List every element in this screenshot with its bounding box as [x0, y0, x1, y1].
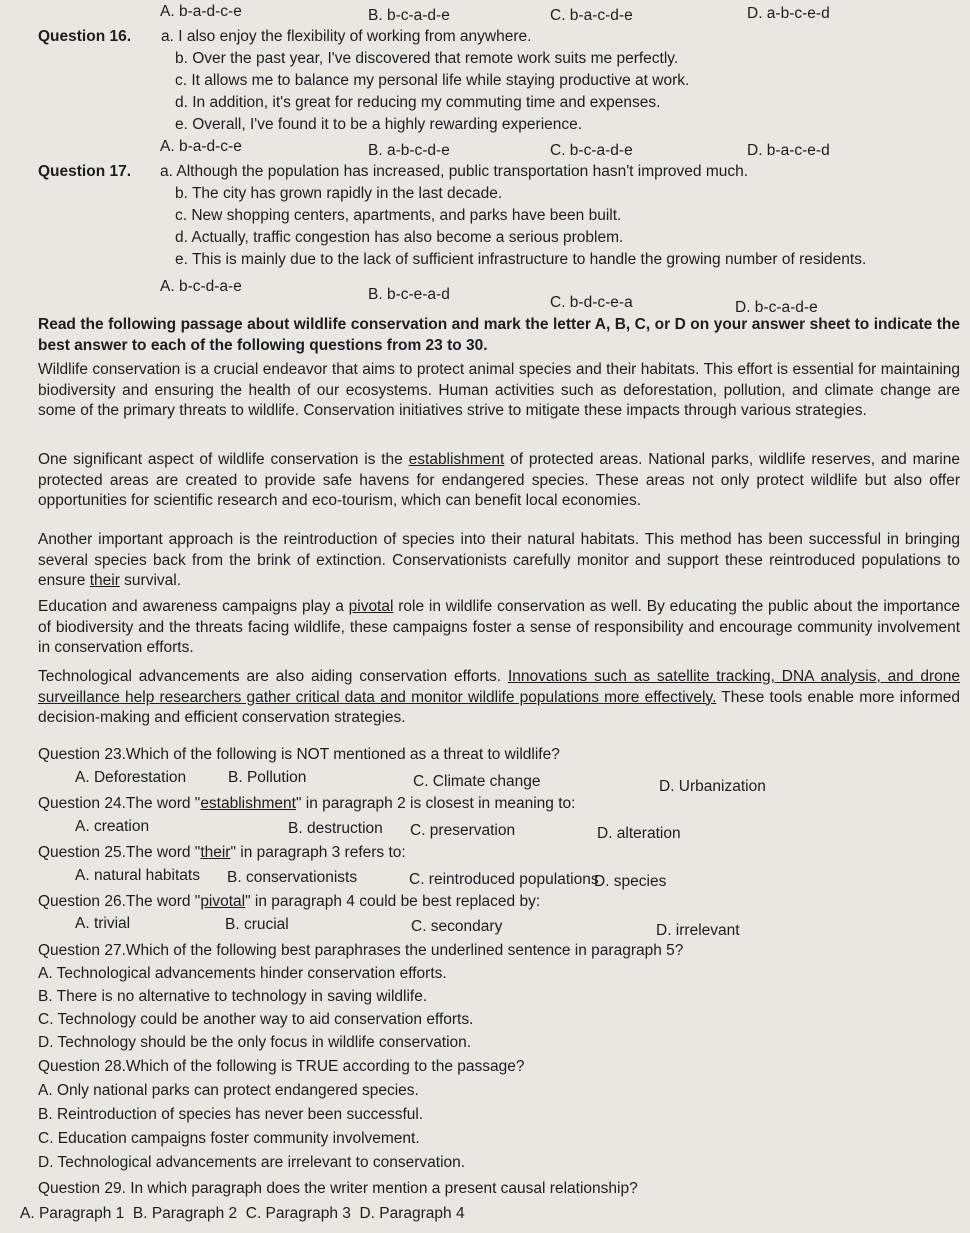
q28-option-c: C. Education campaigns foster community involvement.: [38, 1130, 420, 1147]
q23-option-c: C. Climate change: [413, 773, 541, 790]
q23-option-a: A. Deforestation: [75, 769, 187, 786]
q16-option-c: C. b-c-a-d-e: [550, 142, 633, 159]
q17-line-a: a. Although the population has increased, public transportation hasn't improved much.: [160, 163, 749, 180]
prev-option-c: C. b-a-c-d-e: [550, 7, 633, 24]
q25-underlined-word: their: [200, 844, 231, 861]
q24-option-c: C. preservation: [410, 822, 516, 839]
q26-option-c: C. secondary: [411, 918, 503, 935]
p4-text-before: Education and awareness campaigns play a: [38, 598, 349, 615]
q16-line-a: a. I also enjoy the flexibility of working from anywhere.: [161, 28, 532, 45]
q24-option-a: A. creation: [75, 818, 150, 835]
p3-underlined-word: their: [89, 572, 120, 589]
q26-text-before: Question 26.The word ": [38, 893, 201, 910]
q28-question: Question 28.Which of the following is TRUE according to the passage?: [38, 1058, 525, 1075]
q24-question: [38, 794, 575, 813]
q25-option-d: D. species: [594, 873, 667, 890]
p4-text-after: role in wildlife conservation as well. By educating the public about the importance of biodiversity and the threats facing wildlife, these campaigns foster a sense of responsibility and encourage community involvement in conservation efforts.: [38, 598, 960, 656]
q23-option-d: D. Urbanization: [659, 778, 766, 795]
q27-option-d: D. Technology should be the only focus in wildlife conservation.: [38, 1034, 472, 1051]
q16-line-e: e. Overall, I've found it to be a highly rewarding experience.: [175, 116, 583, 133]
p2-text-before: One significant aspect of wildlife conservation is the: [38, 451, 409, 468]
passage-paragraph-2: [38, 450, 960, 512]
q25-option-c: C. reintroduced populations: [409, 871, 599, 888]
p2-underlined-word: establishment: [408, 451, 505, 468]
q17-line-d: d. Actually, traffic congestion has also become a serious problem.: [175, 229, 624, 246]
q24-text-before: Question 24.The word ": [38, 795, 201, 812]
p4-underlined-word: pivotal: [348, 598, 394, 615]
q26-option-d: D. irrelevant: [656, 922, 740, 939]
q27-option-b: B. There is no alternative to technology in saving wildlife.: [38, 988, 428, 1005]
p3-text-before: Another important approach is the reintroduction of species into their natural habitats. This method has been successful in bringing several species back from the brink of extinction. Conservationists carefully monitor and support these reintroduced populations to ensure: [38, 531, 960, 589]
q28-option-a: A. Only national parks can protect endangered species.: [38, 1082, 419, 1099]
q25-text-after: " in paragraph 3 refers to:: [230, 844, 406, 861]
q26-question: [38, 892, 540, 911]
p3-text-after: survival.: [119, 572, 182, 589]
p5-underlined-sentence: Innovations such as satellite tracking, DNA analysis, and drone surveillance help researchers gather critical data and monitor wildlife populations more effectively.: [38, 668, 960, 706]
passage-paragraph-4: [38, 597, 960, 659]
q16-label: Question 16.: [38, 28, 132, 45]
q17-line-c: c. New shopping centers, apartments, and parks have been built.: [175, 207, 622, 224]
q28-option-b: B. Reintroduction of species has never been successful.: [38, 1106, 424, 1123]
reading-instruction: Read the following passage about wildlife conservation and mark the letter A, B, C, or D on your answer sheet to indicate the best answer to each of the following questions from 23 to 30.: [38, 316, 960, 354]
q17-option-d: D. b-c-a-d-e: [735, 299, 818, 316]
q17-option-a: A. b-c-d-a-e: [160, 278, 242, 295]
q25-question: [38, 843, 406, 862]
prev-option-d: D. a-b-c-e-d: [747, 5, 830, 22]
passage-paragraph-3: [38, 530, 960, 592]
q16-option-d: D. b-a-c-e-d: [747, 142, 830, 159]
q26-underlined-word: pivotal: [200, 893, 246, 910]
prev-option-a: A. b-a-d-c-e: [160, 3, 242, 20]
q17-option-c: C. b-d-c-e-a: [550, 294, 633, 311]
q25-text-before: Question 25.The word ": [38, 844, 201, 861]
q25-option-a: A. natural habitats: [75, 867, 200, 884]
passage-paragraph-5: [38, 667, 960, 729]
q25-option-b: B. conservationists: [227, 869, 358, 886]
q29-question: Question 29. In which paragraph does the writer mention a present causal relationship?: [38, 1180, 638, 1197]
q24-option-d: D. alteration: [597, 825, 681, 842]
q17-label: Question 17.: [38, 163, 132, 180]
q23-option-b: B. Pollution: [228, 769, 307, 786]
q27-question: Question 27.Which of the following best paraphrases the underlined sentence in paragraph 5?: [38, 942, 684, 959]
q24-underlined-word: establishment: [200, 795, 296, 812]
q29-options: A. Paragraph 1 B. Paragraph 2 C. Paragraph 3 D. Paragraph 4: [20, 1205, 465, 1222]
q16-option-a: A. b-a-d-c-e: [160, 138, 242, 155]
q26-text-after: " in paragraph 4 could be best replaced by:: [245, 893, 541, 910]
q16-line-d: d. In addition, it's great for reducing my commuting time and expenses.: [175, 94, 661, 111]
q17-option-b: B. b-c-e-a-d: [368, 286, 450, 303]
passage-paragraph-1: Wildlife conservation is a crucial endeavor that aims to protect animal species and their habitats. This effort is essential for maintaining biodiversity and ensuring the health of our ecosystems. Human activities such as deforestation, pollution, and climate change are some of the primary threats to wildlife. Conservation initiatives strive to mitigate these impacts through various strategies.: [38, 361, 960, 419]
p2-text-after: of protected areas. National parks, wildlife reserves, and marine protected areas are created to provide safe havens for endangered species. These areas not only protect wildlife but also offer opportunities for scientific research and eco-tourism, which can benefit local economies.: [38, 451, 960, 509]
q26-option-a: A. trivial: [75, 915, 131, 932]
prev-option-b: B. b-c-a-d-e: [368, 7, 450, 24]
q28-option-d: D. Technological advancements are irrelevant to conservation.: [38, 1154, 466, 1171]
q23-question: Question 23.Which of the following is NOT mentioned as a threat to wildlife?: [38, 746, 560, 763]
q26-option-b: B. crucial: [225, 916, 289, 933]
q27-option-c: C. Technology could be another way to aid conservation efforts.: [38, 1011, 474, 1028]
q24-text-after: " in paragraph 2 is closest in meaning to:: [295, 795, 576, 812]
q16-line-c: c. It allows me to balance my personal life while staying productive at work.: [175, 72, 690, 89]
q16-option-b: B. a-b-c-d-e: [368, 142, 450, 159]
q17-line-b: b. The city has grown rapidly in the last decade.: [175, 185, 503, 202]
q27-option-a: A. Technological advancements hinder conservation efforts.: [38, 965, 447, 982]
p5-text-after: These tools enable more informed decision-making and efficient conservation strategies.: [38, 688, 960, 726]
p5-text-before: Technological advancements are also aiding conservation efforts.: [38, 668, 508, 685]
q24-option-b: B. destruction: [288, 820, 383, 837]
q17-line-e: e. This is mainly due to the lack of sufficient infrastructure to handle the growing number of residents.: [175, 251, 867, 268]
q16-line-b: b. Over the past year, I've discovered that remote work suits me perfectly.: [175, 50, 679, 67]
